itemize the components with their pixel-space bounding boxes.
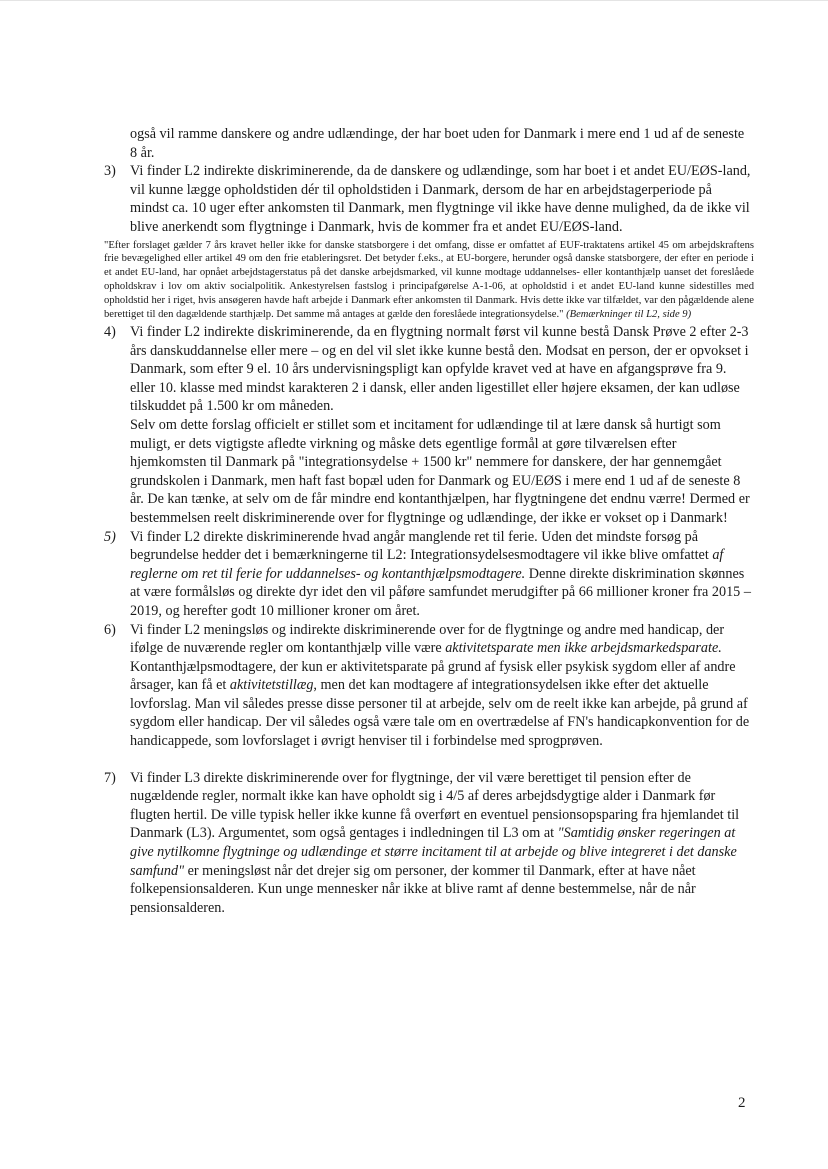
list-item-text (130, 528, 754, 621)
list-item-6 (104, 621, 754, 751)
list-item-4 (104, 323, 754, 528)
quoted-remark (104, 239, 754, 322)
list-number: 3) (104, 163, 116, 180)
list-number: 6) (104, 621, 116, 638)
list-item-text-continued: Selv om dette forslag officielt er stillet som et incitament for udlændinge til at lære dansk så hurtigt som muligt, er dets vigtigste afledte virkning og måske dets egentlige formål at gøre tilværelsen efter hjemkomsten til Danmark på "integrationsydelse + 1500 kr" nemmere for danskere, der har gennemgået grundskolen i Danmark, men haft fast bopæl uden for Danmark og EU/EØS i mere end 1 ud af de seneste 8 år. De kan tænke, at selv om de får mindre end kontanthjælpen, har flygtningene det endnu værre! Dermed er bestemmelsen reelt diskriminerende over for flygtninge og udlændinge, der ikke er vokset op i Danmark! (130, 416, 750, 526)
text-segment: Vi finder L2 direkte diskriminerende hvad angår manglende ret til ferie. Uden det mindste forsøg på begrundelse hedder det i bemærkningerne til L2: Integrationsydelsesmodtagere vil ikke blive omfattet (130, 528, 713, 564)
quoted-remark-text: "Efter forslaget gælder 7 års kravet heller ikke for danske statsborgere i det omfang, disse er omfattet af EUF-traktatens artikel 45 om arbejdskraftens frie bevægelighed eller artikel 49 om den frie etableringsret. Det betyder f.eks., at EU-borgere, herunder også danske statsborgere, der efter en periode i et andet EU-land, har opnået arbejdstagerstatus på det danske arbejdsmarked, vil kunne modtage uddannelses- eller kontanthjælp uanset det foreslåede opholdskrav i lov om aktiv socialpolitik. Ankestyrelsen fastslog i principafgørelse A-1-06, at opholdstid i et andet EU-land kunne sidestilles med opholdstid her i riget, hvis ansøgeren havde haft arbejde i Danmark efter ankomsten til Danmark. Hvis dette ikke var tilfældet, var den pågældende alene berettiget til den dagældende starthjælp. Det samme må antages at gælde den foreslåede integrationsydelse." (104, 239, 754, 321)
continuation-paragraph: også vil ramme danskere og andre udlændinge, der har boet uden for Danmark i mere end 1 ud af de seneste 8 år. (130, 126, 745, 161)
list-number: 4) (104, 324, 116, 340)
paragraph-gap (104, 751, 754, 769)
text-segment: er meningsløst når det drejer sig om personer, der kommer til Danmark, efter at have nået folkepensionsalderen. Kun unge mennesker når ikke at blive ramt af denne bestemmelse, når de når pensionsalderen. (130, 862, 696, 916)
text-segment: , men det kan modtagere af integrationsydelsen ikke efter det aktuelle lovforslag. Man vil således presse disse personer til at arbejde, selv om de reelt ikke kan arbejde, på grund af sygdom eller handicap. Der vil således også være tale om en overtrædelse af FN's handicapkonvention for de handicappede, som lovforslaget i øvrigt henviser til i forbindelse med sprogprøven. (130, 677, 750, 750)
text-segment: Denne direkte diskrimination skønnes at være formålsløs og direkte dyr idet den vil påføre samfundet merudgifter på 66 millioner kroner fra 2015 – 2019, og herefter godt 10 millioner kroner om året. (130, 565, 751, 619)
text-segment: Kontanthjælpsmodtagere, der kun er aktivitetsparate på grund af fysisk eller psykisk sygdom eller af andre årsager, kan få et (130, 658, 736, 694)
italic-quote: af reglerne om ret til ferie for uddannelses- og kontanthjælpsmodtagere. (130, 547, 724, 582)
list-item-text: Vi finder L2 indirekte diskriminerende, da en flygtning normalt først vil kunne bestå Dansk Prøve 2 efter 2-3 års danskuddannelse eller mere – og en del vil slet ikke kunne bestå den. Modsat en person, der er opvokset i Danmark, som efter 9 el. 10 års undervisningspligt kan opfylde kravet ved at have en afgangsprøve fra 9. eller 10. klasse med mindst karakteren 2 i dansk, eller anden ligestillet eller højere eksamen, der kan udløse tilskuddet på 1.500 kr om måneden. (130, 324, 749, 415)
text-segment: Vi finder L3 direkte diskriminerende over for flygtninge, der vil være berettiget til pension efter de nugældende regler, normalt ikke kan have opholdt sig i 4/5 af deres arbejdsdygtige alder i Danmark før flugten hertil. De ville typisk heller ikke kunne få overført en eventuel pensionsopsparing fra hjemlandet til Danmark (L3). Argumentet, som også gentages i indledningen til L3 om at (130, 769, 740, 842)
italic-quote: "Samtidig ønsker regeringen at give nytilkomne flygtninge og udlændinge et større incitament til at arbejde og blive integreret i det danske samfund" (130, 825, 737, 879)
list-number: 5) (104, 528, 116, 545)
list-item-text: Vi finder L2 indirekte diskriminerende, da de danskere og udlændinge, som har boet i et andet EU/EØS-land, vil kunne lægge opholdstiden dér til opholdstiden i Danmark, dersom de har en arbejdstagerperiode på mindst ca. 10 uger efter ankomsten til Danmark, men flygtninge vil ikke have denne mulighed, da de ikke vil blive anerkendt som flygtninge i Danmark, hvis de kommer fra et andet EU/EØS-land. (130, 163, 751, 235)
page-content (104, 125, 754, 917)
page-number: 2 (738, 1095, 746, 1111)
list-item-3 (104, 162, 754, 236)
italic-term: aktivitetsparate men ikke arbejdsmarkedsparate. (445, 640, 722, 657)
list-item-text (130, 769, 754, 918)
italic-term: aktivitetstillæg (229, 677, 314, 694)
text-segment: Vi finder L2 meningsløs og indirekte diskriminerende over for de flygtninge og andre med handicap, der ifølge de nuværende regler om kontanthjælp ville være (130, 621, 725, 657)
list-item-7 (104, 769, 754, 918)
list-item-text (130, 621, 754, 751)
list-number: 7) (104, 769, 116, 786)
quoted-remark-reference: (Bemærkninger til L2, side 9) (566, 309, 692, 321)
list-item-5 (104, 528, 754, 621)
